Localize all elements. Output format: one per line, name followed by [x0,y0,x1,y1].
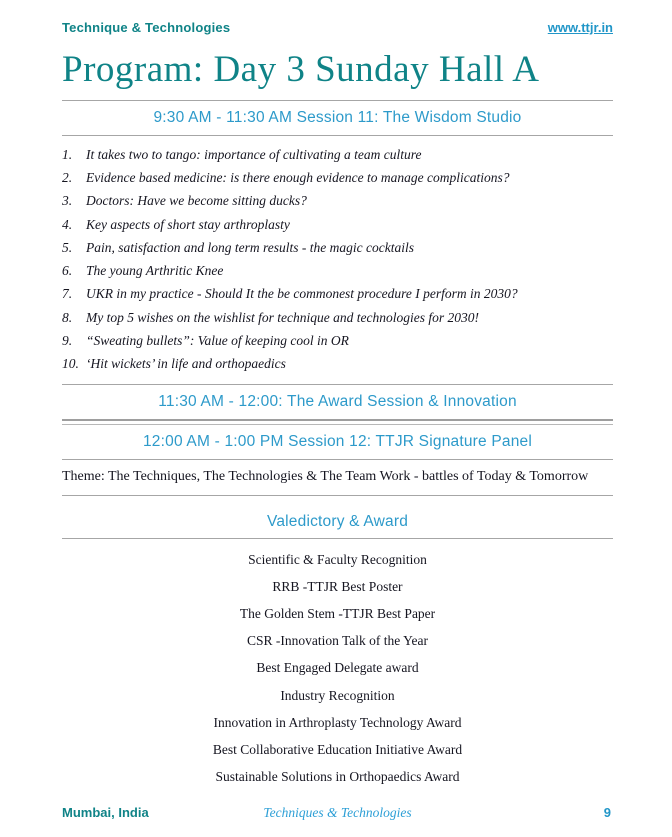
award-item: Innovation in Arthroplasty Technology Award [213,714,462,730]
talk-text: Doctors: Have we become sitting ducks? [86,193,307,209]
page-header [62,20,613,35]
talk-item [62,213,613,236]
session-11-heading: 9:30 AM - 11:30 AM Session 11: The Wisdom Studio [153,108,522,126]
footer-journal-name: Techniques & Technologies [263,805,412,820]
page-number: 9 [603,805,611,820]
talk-item [62,282,613,305]
talk-text: “Sweating bullets”: Value of keeping cool in OR [86,333,349,349]
page-footer [62,805,613,837]
divider [62,135,613,136]
award-list [62,546,613,791]
talk-item [62,306,613,329]
award-item: Industry Recognition [280,687,395,703]
talk-number: 1. [62,146,73,162]
theme-text: Theme: The Techniques, The Technologies & The Team Work - battles of Today & Tomorrow [62,468,589,484]
divider [62,538,613,539]
talk-text: UKR in my practice - Should It the be commonest procedure I perform in 2030? [86,286,518,302]
talk-list [62,143,613,376]
talk-number: 7. [62,286,73,302]
award-item: Scientific & Faculty Recognition [248,551,427,567]
award-item: RRB -TTJR Best Poster [272,578,403,594]
talk-text: Key aspects of short stay arthroplasty [86,216,290,232]
talk-text: Pain, satisfaction and long term results - the magic cocktails [86,239,414,255]
award-item: Best Engaged Delegate award [256,660,419,676]
divider [62,495,613,496]
session-12-heading: 12:00 AM - 1:00 PM Session 12: TTJR Signature Panel [142,432,532,450]
award-item: Sustainable Solutions in Orthopaedics Award [215,769,460,785]
talk-number: 9. [62,333,73,349]
talk-text: It takes two to tango: importance of cultivating a team culture [86,146,422,162]
talk-number: 5. [62,239,73,255]
talk-item [62,166,613,189]
talk-number: 10. [62,356,79,372]
talk-text: Evidence based medicine: is there enough evidence to manage complications? [86,169,510,185]
talk-item [62,236,613,259]
talk-number: 2. [62,169,73,185]
talk-number: 8. [62,309,73,325]
talk-number: 4. [62,216,73,232]
talk-number: 3. [62,193,73,209]
award-item: The Golden Stem -TTJR Best Paper [239,606,436,622]
talk-item [62,259,613,282]
page-title: Program: Day 3 Sunday Hall A [62,49,540,90]
award-item: CSR -Innovation Talk of the Year [246,633,429,649]
talk-item [62,189,613,212]
talk-item [62,352,613,375]
talk-item [62,329,613,352]
footer-location: Mumbai, India [62,805,149,820]
talk-item [62,143,613,166]
website-link[interactable]: www.ttjr.in [547,20,613,35]
talk-text: The young Arthritic Knee [86,263,224,279]
journal-brand: Technique & Technologies [62,20,231,35]
award-session-heading: 11:30 AM - 12:00: The Award Session & Innovation [158,392,517,410]
talk-text: My top 5 wishes on the wishlist for technique and technologies for 2030! [86,309,479,325]
talk-text: ‘Hit wickets’ in life and orthopaedics [86,356,286,372]
valedictory-heading: Valedictory & Award [266,512,409,530]
award-item: Best Collaborative Education Initiative Award [212,742,463,758]
talk-number: 6. [62,263,73,279]
